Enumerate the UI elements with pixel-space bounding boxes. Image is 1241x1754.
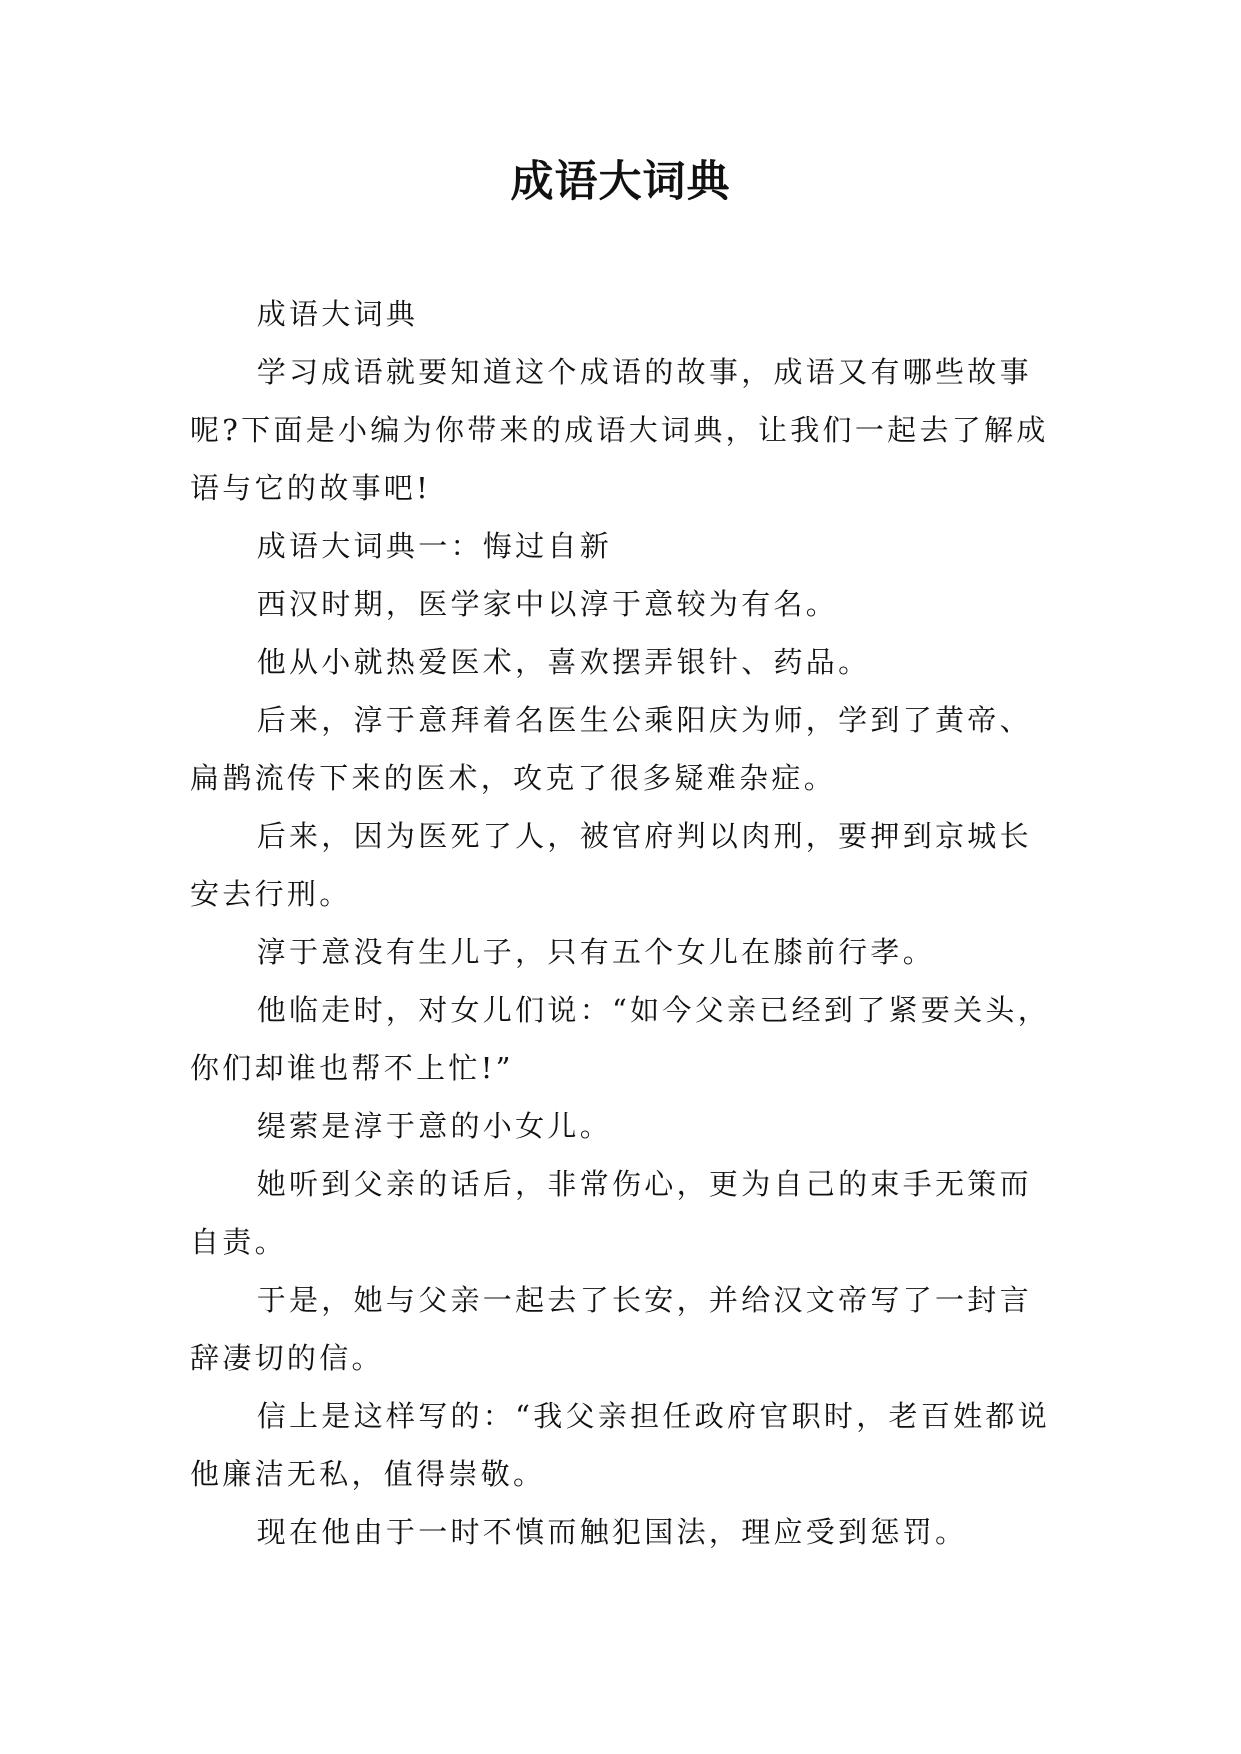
- paragraph: 他临走时，对女儿们说：“如今父亲已经到了紧要关头，你们却谁也帮不上忙!”: [190, 993, 1051, 1085]
- document-title: 成语大词典: [510, 157, 731, 207]
- paragraph: 现在他由于一时不慎而触犯国法，理应受到惩罚。: [256, 1515, 968, 1549]
- paragraph: 他从小就热爱医术，喜欢摆弄银针、药品。: [256, 645, 871, 679]
- paragraph: 后来，淳于意拜着名医生公乘阳庆为师，学到了黄帝、扁鹊流传下来的医术，攻克了很多疑难杂症。: [190, 703, 1032, 795]
- paragraph-section-heading: 成语大词典一：悔过自新: [256, 529, 612, 563]
- paragraph: 淳于意没有生儿子，只有五个女儿在膝前行孝。: [256, 935, 935, 969]
- document-body: [190, 285, 1060, 1561]
- paragraph-intro: 学习成语就要知道这个成语的故事，成语又有哪些故事呢?下面是小编为你带来的成语大词典，让我们一起去了解成语与它的故事吧!: [190, 355, 1049, 505]
- paragraph: 信上是这样写的：“我父亲担任政府官职时，老百姓都说他廉洁无私，值得崇敬。: [190, 1399, 1051, 1491]
- paragraph: 她听到父亲的话后，非常伤心，更为自己的束手无策而自责。: [190, 1167, 1032, 1259]
- paragraph: 于是，她与父亲一起去了长安，并给汉文帝写了一封言辞凄切的信。: [190, 1283, 1032, 1375]
- paragraph: 后来，因为医死了人，被官府判以肉刑，要押到京城长安去行刑。: [190, 819, 1032, 911]
- paragraph: 西汉时期，医学家中以淳于意较为有名。: [256, 587, 839, 621]
- paragraph: 缇萦是淳于意的小女儿。: [256, 1109, 612, 1143]
- paragraph-subtitle: 成语大词典: [256, 297, 419, 331]
